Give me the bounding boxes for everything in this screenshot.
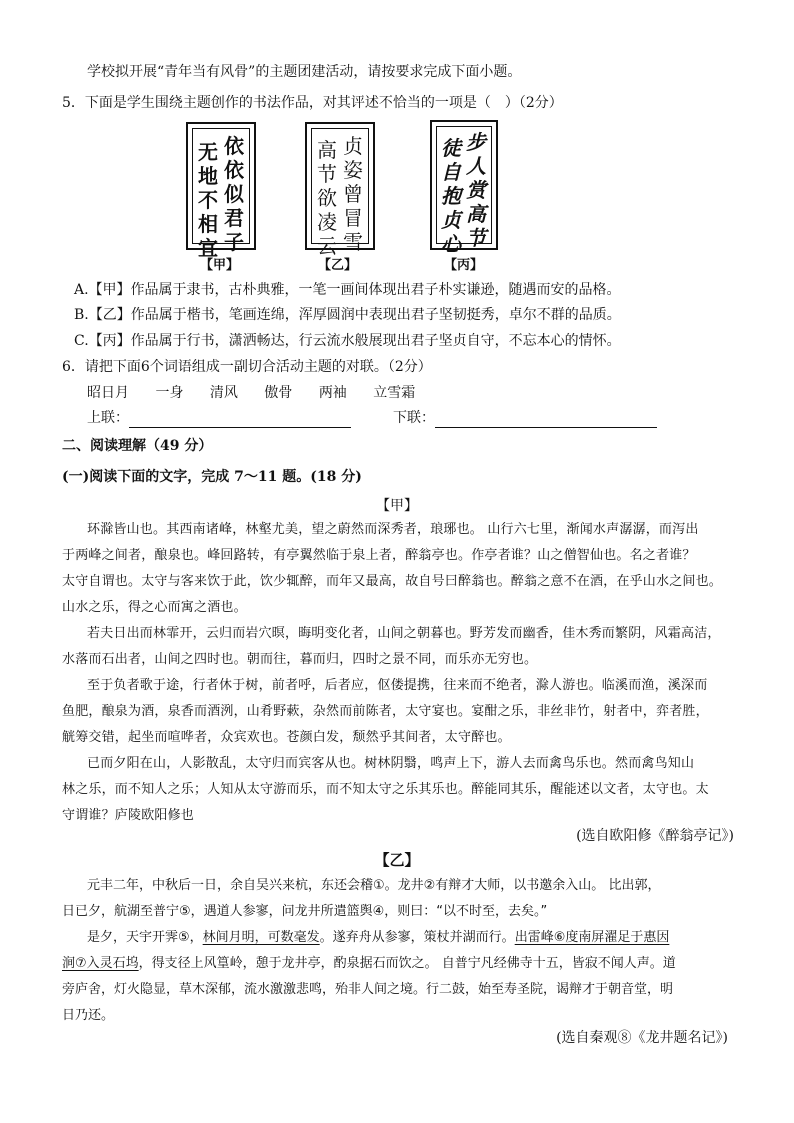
passage-line: 环滁皆山也。其西南诸峰，林壑尤美，望之蔚然而深秀者，琅琊也。 山行六七里，渐闻水声潺潺，而泻出 — [87, 522, 699, 537]
glyph: 抱 — [441, 184, 461, 208]
glyph: 君 — [224, 206, 244, 230]
glyph: 宜 — [198, 236, 218, 260]
passage-line — [62, 954, 676, 974]
passage-line: 鱼肥，酿泉为酒，泉香而酒洌，山肴野蔌，杂然而前陈者，太守宴也。宴酣之乐，非丝非竹，射者中，弈者胜， — [62, 704, 709, 719]
passage-line: 守谓谁？庐陵欧阳修也 — [62, 808, 195, 823]
passage-line: 元丰二年，中秋后一日，余自吴兴来杭，东还会稽①。龙井②有辩才大师，以书邀余入山。 比出郭， — [87, 878, 661, 893]
text-segment: 。遂弃舟从参寥，策杖并湖而行。 — [319, 930, 515, 945]
passage-line — [87, 928, 669, 948]
underlined-segment: 林间月明，可数毫发 — [202, 930, 320, 945]
upper-couplet-blank[interactable] — [129, 411, 351, 428]
question-6-stem: 6．请把下面6个词语组成一副切合活动主题的对联。（2分） — [62, 359, 432, 375]
glyph: 姿 — [343, 158, 363, 182]
glyph: 欲 — [317, 186, 337, 210]
passage-line: 山水之乐，得之心而寓之酒也。 — [62, 600, 247, 615]
glyph: 似 — [224, 182, 244, 206]
word-bank — [87, 383, 415, 403]
glyph: 依 — [224, 158, 244, 182]
word-item: 两袖 — [318, 385, 347, 401]
glyph: 贞 — [441, 208, 461, 232]
glyph: 高 — [466, 202, 486, 226]
glyph: 赏 — [466, 178, 486, 202]
passage-line: 旁庐舍，灯火隐显，草木深郁，流水激激悲鸣，殆非人间之境。行二鼓，始至寿圣院，谒辩才于朝音堂，明 — [62, 982, 674, 997]
section-2-sub1: (一)阅读下面的文字，完成 7～11 题。(18 分) — [62, 469, 362, 485]
calligraphy-panel-bing — [430, 120, 498, 256]
passage-line: 若夫日出而林霏开，云归而岩穴暝，晦明变化者，山间之朝暮也。野芳发而幽香，佳木秀而繁阴，风霜高洁， — [87, 626, 721, 641]
passage-line: 林之乐，而不知人之乐；人知从太守游而乐，而不知太守之乐其乐也。醉能同其乐，醒能述以文者，太守也。太 — [62, 782, 709, 797]
glyph: 自 — [441, 160, 461, 184]
option-a[interactable]: A.【甲】作品属于隶书，古朴典雅，一笔一画间体现出君子朴实谦逊，随遇而安的品格。 — [74, 282, 621, 298]
panel-yi-left-column — [315, 138, 339, 258]
passage-jia-source: (选自欧阳修《醉翁亭记》) — [576, 828, 734, 844]
word-item: 立雪霜 — [373, 385, 416, 401]
glyph: 节 — [317, 162, 337, 186]
passage-line: 觥筹交错，起坐而喧哗者，众宾欢也。苍颜白发，颓然乎其间者，太守醉也。 — [62, 730, 511, 745]
glyph: 雪 — [343, 230, 363, 254]
glyph: 凌 — [317, 210, 337, 234]
glyph: 节 — [466, 226, 486, 250]
passage-line: 水落而石出者，山间之四时也。朝而往，暮而归，四时之景不同，而乐亦无穷也。 — [62, 652, 538, 667]
lower-couplet-blank[interactable] — [435, 411, 657, 428]
panel-jia-right-column — [222, 134, 246, 254]
calligraphy-panel-yi — [305, 122, 375, 258]
glyph: 地 — [198, 164, 218, 188]
text-segment: ，得支径上风篁岭，憩于龙井亭，酌泉据石而饮之。 自普宁凡经佛寺十五，皆寂不闻人声。道 — [138, 956, 676, 971]
glyph: 冒 — [343, 206, 363, 230]
panel-jia-left-column — [196, 140, 220, 260]
word-item: 昭日月 — [87, 385, 129, 401]
underlined-segment: 出雷峰⑥度南屏濯足于惠因 — [514, 930, 670, 945]
passage-yi-title: 【乙】 — [374, 851, 420, 869]
upper-couplet-label: 上联： — [87, 410, 129, 426]
glyph: 无 — [198, 140, 218, 164]
lower-couplet-row — [393, 408, 657, 428]
calligraphy-panel-jia — [186, 122, 256, 260]
glyph: 人 — [466, 154, 486, 178]
passage-jia-title: 【甲】 — [376, 498, 418, 514]
upper-couplet-row — [87, 408, 351, 428]
intro-text: 学校拟开展“青年当有风骨”的主题团建活动，请按要求完成下面小题。 — [87, 64, 522, 80]
glyph: 依 — [224, 134, 244, 158]
passage-line: 已而夕阳在山，人影散乱，太守归而宾客从也。树林阴翳，鸣声上下，游人去而禽鸟乐也。然而禽鸟知山 — [87, 756, 695, 771]
passage-line: 至于负者歌于途，行者休于树，前者呼，后者应，伛偻提携，往来而不绝者，滁人游也。临溪而渔，溪深而 — [87, 678, 708, 693]
underlined-segment: 涧⑦入灵石坞 — [62, 956, 139, 971]
glyph: 心 — [441, 232, 461, 256]
passage-yi-source: (选自秦观⑧《龙井题名记》) — [556, 1030, 728, 1046]
lower-couplet-label: 下联： — [393, 410, 435, 426]
question-5-stem: 5．下面是学生围绕主题创作的书法作品，对其评述不恰当的一项是（ ）（2分） — [62, 95, 563, 111]
panel-yi-label: 【乙】 — [318, 258, 358, 273]
section-2-title: 二、阅读理解（49 分） — [62, 438, 213, 454]
panel-bing-label: 【丙】 — [444, 258, 484, 273]
glyph: 云 — [317, 234, 337, 258]
glyph: 曾 — [343, 182, 363, 206]
panel-yi-right-column — [341, 134, 365, 254]
option-c[interactable]: C.【丙】作品属于行书，潇洒畅达，行云流水般展现出君子坚贞自守，不忘本心的情怀。 — [74, 333, 621, 349]
glyph: 相 — [198, 212, 218, 236]
passage-line: 日已夕，航湖至普宁⑤，遇道人参寥，问龙井所遣篮舆④，则曰：“以不时至，去矣。” — [62, 904, 548, 919]
glyph: 高 — [317, 138, 337, 162]
word-item: 傲骨 — [264, 385, 293, 401]
glyph: 不 — [198, 188, 218, 212]
word-item: 清风 — [209, 385, 238, 401]
glyph: 贞 — [343, 134, 363, 158]
word-item: 一身 — [155, 385, 184, 401]
passage-line: 日乃还。 — [62, 1008, 115, 1023]
passage-line: 太守自谓也。太守与客来饮于此，饮少辄醉，而年又最高，故自号曰醉翁也。醉翁之意不在酒，在乎山水之间也。 — [62, 574, 723, 589]
option-b[interactable]: B.【乙】作品属于楷书，笔画连绵，浑厚圆润中表现出君子坚韧挺秀，卓尔不群的品质。 — [74, 307, 621, 323]
passage-line: 于两峰之间者，酿泉也。峰回路转，有亭翼然临于泉上者，醉翁亭也。作亭者谁？山之僧智仙也。名之者谁？ — [62, 548, 696, 563]
glyph: 子 — [224, 230, 244, 254]
glyph: 步 — [466, 130, 486, 154]
panel-bing-right-column — [464, 130, 488, 250]
panel-jia-label: 【甲】 — [200, 258, 240, 273]
panel-bing-left-column — [439, 136, 463, 256]
text-segment: 是夕，天宇开霁⑤， — [87, 930, 203, 945]
glyph: 徒 — [441, 136, 461, 160]
